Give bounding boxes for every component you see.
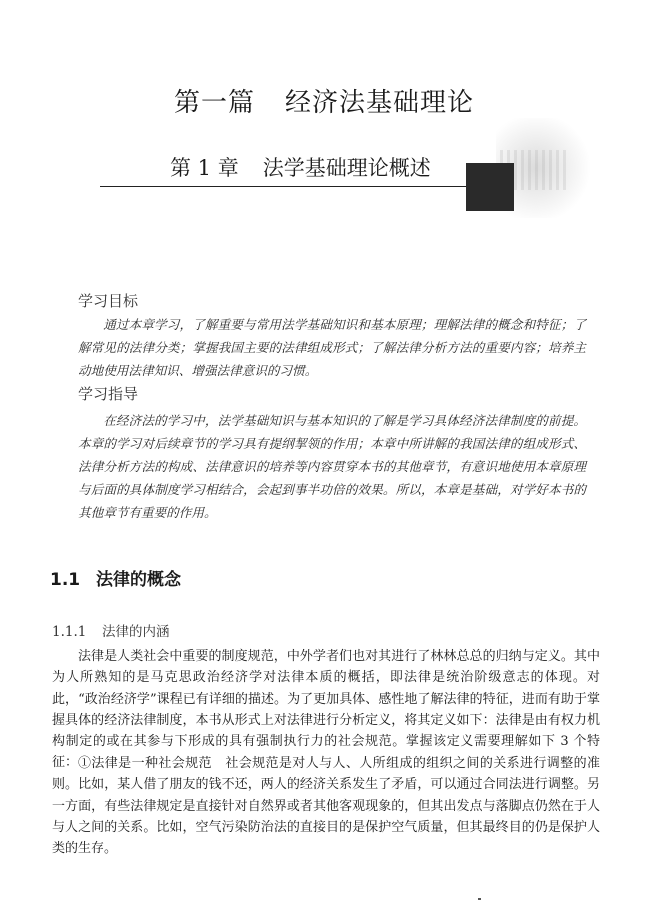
chapter-rule — [100, 186, 470, 187]
part-title — [0, 82, 648, 119]
chapter-name: 法学基础理论概述 — [262, 156, 431, 180]
section-title — [50, 565, 181, 590]
learning-guide-heading: 学习指导 — [78, 385, 139, 403]
subsection-title — [52, 620, 170, 640]
section-name: 法律的概念 — [96, 570, 181, 590]
chapter-label: 第 1 章 — [170, 156, 239, 180]
section-number: 1.1 — [50, 570, 81, 590]
chapter-decorative-block — [466, 163, 514, 211]
subsection-number: 1.1.1 — [52, 624, 87, 640]
part-name: 经济法基础理论 — [285, 88, 475, 118]
chapter-header — [100, 152, 510, 192]
body-paragraph-1: 法律是人类社会中重要的制度规范，中外学者们也对其进行了林林总总的归纳与定义。其中为人所熟知的是马克思政治经济学对法律本质的概括，即法律是统治阶级意志的体现。对此，“政治经济学”课程已有详细的描述。为了更加具体、感性地了解法律的特征，进而有助于掌握具体的经济法律制度，本书从形式上对法律进行分析定义，将其定义如下：法律是由有权力机构制定的或在其参与下形成的具有强制执行力的社会规范。掌握该定义需要理解如下 3 个特征： — [52, 649, 600, 771]
subsection-name: 法律的内涵 — [102, 624, 170, 640]
scan-speck — [478, 898, 481, 900]
body-paragraph-2: ①法律是一种社会规范 社会规范是对人与人、人所组成的组织之间的关系进行调整的准则。比如，某人借了朋友的钱不还，两人的经济关系发生了矛盾，可以通过合同法进行调整。另一方面，有些法律规定是直接针对自然界或者其他客观现象的，但其出发点与落脚点仍然在于人与人之间的关系。比如，空气污染防治法的直接目的是保护空气质量，但其最终目的仍是保护人类的生存。 — [52, 756, 600, 857]
learning-goals-text: 通过本章学习，了解重要与常用法学基础知识和基本原理；理解法律的概念和特征；了解常见的法律分类；掌握我国主要的法律组成形式；了解法律分析方法的重要内容；培养主动地使用法律知识、增强法律意识的习惯。 — [78, 317, 586, 378]
chapter-title — [170, 152, 431, 182]
learning-guide-text: 在经济法的学习中，法学基础知识与基本知识的了解是学习具体经济法律制度的前提。本章的学习对后续章节的学习具有提纲挈领的作用；本章中所讲解的我国法律的组成形式、法律分析方法的构成、法律意识的培养等内容贯穿本书的其他章节，有意识地使用本章原理与后面的具体制度学习相结合，会起到事半功倍的效果。所以，本章是基础，对学好本书的其他章节有重要的作用。 — [78, 413, 586, 520]
part-label: 第一篇 — [173, 88, 255, 118]
learning-goals-heading: 学习目标 — [78, 292, 139, 310]
